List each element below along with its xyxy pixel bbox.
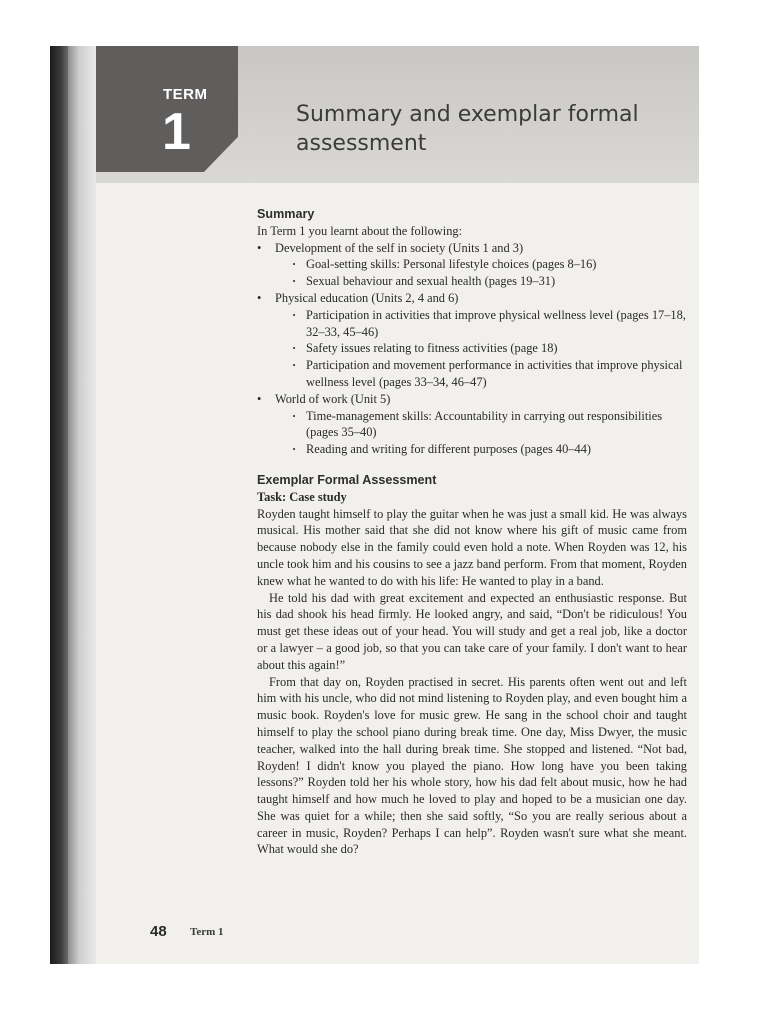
summary-section bbox=[257, 206, 687, 458]
summary-sublist bbox=[275, 408, 687, 458]
summary-item-label: Development of the self in society (Units 1 and 3) bbox=[275, 240, 524, 255]
page-title: Summary and exemplar formal assessment bbox=[296, 102, 639, 156]
summary-subitem: · Goal-setting skills: Personal lifestyle choices (pages 8–16) bbox=[275, 256, 687, 273]
summary-subitem: · Time-management skills: Accountability in carrying out responsibilities (pages 35–40) bbox=[275, 408, 687, 442]
summary-intro: In Term 1 you learnt about the following: bbox=[257, 223, 463, 238]
page-number: 48 bbox=[150, 923, 167, 940]
summary-subitem: · Sexual behaviour and sexual health (pages 19–31) bbox=[275, 273, 687, 290]
case-study-text bbox=[257, 506, 687, 859]
story-paragraph: He told his dad with great excitement and expected an enthusiastic response. But his dad shook his head firmly. He looked angry, and said, “Don't be ridiculous! You must get these ideas out of your head. You will study and get a real job, like a doctor or a lawyer – a good job, so that you can take care of your family. I don't want to hear about this again!” bbox=[257, 590, 687, 672]
story-paragraph: Royden taught himself to play the guitar when he was just a small kid. He was always musical. His mother said that she did not know where his gift of music came from because nobody else in the family could even hold a note. When Royden was 12, his uncle took him and his cousins to see a jazz band perform. From that moment, Royden knew what he wanted to do with his life: He wanted to play in a band. bbox=[257, 506, 687, 588]
summary-subitem: · Safety issues relating to fitness activities (page 18) bbox=[275, 340, 687, 357]
summary-subitem: · Reading and writing for different purposes (pages 40–44) bbox=[275, 441, 687, 458]
summary-item bbox=[257, 290, 687, 391]
assessment-section bbox=[257, 472, 687, 858]
task-title: Task: Case study bbox=[257, 489, 347, 504]
summary-item bbox=[257, 391, 687, 458]
book-spine-shadow bbox=[50, 46, 68, 964]
summary-sublist bbox=[275, 256, 687, 290]
footer-label: Term 1 bbox=[190, 926, 224, 938]
term-number: 1 bbox=[162, 103, 191, 161]
book-gutter bbox=[68, 46, 96, 964]
summary-list bbox=[257, 240, 687, 458]
term-label: TERM bbox=[163, 86, 208, 103]
summary-item bbox=[257, 240, 687, 290]
summary-subitem: · Participation in activities that improve physical wellness level (pages 17–18, 32–33, 45–46) bbox=[275, 307, 687, 341]
assessment-heading: Exemplar Formal Assessment bbox=[257, 472, 437, 487]
main-content bbox=[257, 206, 687, 858]
summary-heading: Summary bbox=[257, 207, 315, 221]
summary-item-label: World of work (Unit 5) bbox=[275, 391, 391, 406]
summary-subitem: · Participation and movement performance in activities that improve physical wellness level (pages 33–34, 46–47) bbox=[275, 357, 687, 391]
summary-sublist bbox=[275, 307, 687, 391]
summary-item-label: Physical education (Units 2, 4 and 6) bbox=[275, 290, 459, 305]
story-paragraph: From that day on, Royden practised in secret. His parents often went out and left him with his uncle, who did not mind listening to Royden play, and even bought him a music book. Royden's love for music grew. He sang in the school choir and taught himself to play the school piano during break time. One day, Miss Dwyer, the music teacher, walked into the hall during break time. She stopped and listened. “Not bad, Royden! I didn't know you played the piano. How long have you been taking lessons?” Royden told her his whole story, how his dad felt about music, how he had taught himself and how much he loved to play and hoped to be a musician one day. She was quiet for a while; then she said softly, “So you are really serious about a career in music, Royden? Perhaps I can help”. Royden wasn't sure what she meant. What would she do? bbox=[257, 674, 687, 857]
